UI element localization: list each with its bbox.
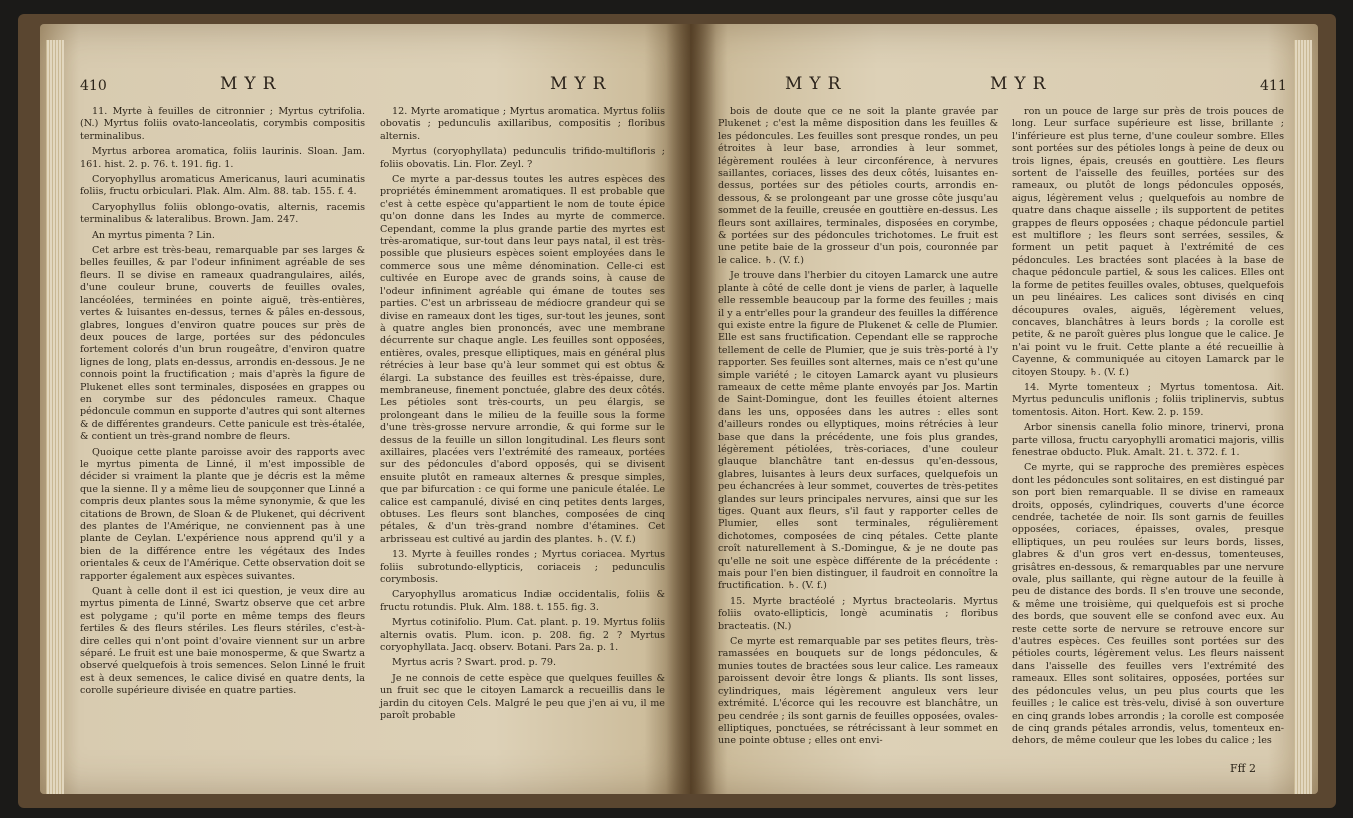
paragraph: 13. Myrte à feuilles rondes ; Myrtus coriacea. Myrtus foliis subrotundo-ellypticis, coriaceis ; pedunculis corymbosis. [380, 549, 665, 586]
paragraph: 15. Myrte bractéolé ; Myrtus bracteolaris. Myrtus foliis ovato-ellipticis, longè acuminatis ; floribus bracteatis. (N.) [718, 595, 998, 632]
paragraph: 14. Myrte tomenteux ; Myrtus tomentosa. Ait. Myrtus pedunculis uniflonis ; foliis triplinervis, subtus tomentosis. Aiton. Hort. Kew. 2. p. 159. [1012, 381, 1284, 418]
paragraph: Caryophyllus foliis oblongo-ovatis, alternis, racemis terminalibus & lateralibus. Brown. Jam. 247. [80, 201, 365, 226]
page-number-left: 410 [80, 78, 107, 94]
paragraph: Myrtus acris ? Swart. prod. p. 79. [392, 657, 557, 669]
page-edge-left [46, 40, 64, 794]
running-head-left-1: MYR [220, 74, 283, 94]
running-head-right-2: MYR [990, 74, 1053, 94]
book-gutter [666, 24, 716, 794]
running-head-right-1: MYR [785, 74, 848, 94]
paragraph: Ce myrte, qui se rapproche des premières espèces dont les pédoncules sont solitaires, en est distingué par son port bien remarquable. Il se divise en rameaux droits, opposés, cylindriques, couverts d'une écorce cendrée, tachetée de noir. Ils sont garnis de feuilles opposées, coriaces, épaisses, ovales, presque elliptiques, un peu roulées sur leurs bords, lisses, glabres & d'un gros vert en-dessus, tomenteuses, grisâtres en-dessous, & remarquables par une nervure ovale, plus saillante, qui règne autour de la feuille à peu de distance des bords. Il s'en trouve une seconde, & même une troisième, qui quelquefois est si proche des bords, que souvent elle se confond avec eux. Au reste cette sorte de nervure se retrouve encore sur d'autres espèces. Ces feuilles sont portées sur des pétioles courts, légèrement velus. Les fleurs naissent dans l'aisselle des feuilles vers l'extrémité des rameaux. Elles sont solitaires, opposées, portées sur des pédoncules velus, un peu plus courts que les feuilles ; le calice est très-velu, divisé à son ouverture en cinq grands lobes arrondis ; la corolle est composée de cinq grands pétales arrondis, velus, tomenteux en-dehors, de même couleur que les lobes du calice ; les [1012, 462, 1284, 747]
page-edge-right [1294, 40, 1312, 794]
paragraph: 12. Myrte aromatique ; Myrtus aromatica. Myrtus foliis obovatis ; pedunculis axillaribus, compositis ; floribus alternis. [380, 106, 665, 142]
paragraph: Ce myrte est remarquable par ses petites fleurs, très-ramassées en bouquets sur de longs pédoncules, & munies toutes de bractées sous leur calice. Les rameaux paroissent devoir être longs & pliants. Ils sont lisses, cylindriques, mais légèrement anguleux vers leur extrémité. L'écorce qui les recouvre est blanchâtre, un peu cendrée ; ils sont garnis de feuilles opposées, ovales-elliptiques, ponctuées, se rétrécissant à leur sommet en une pointe obtuse ; elles ont envi- [718, 636, 998, 747]
paragraph: Arbor sinensis canella folio minore, trinervi, prona parte villosa, fructu caryophylli aromatici majoris, villis fenestrae obducto. Pluk. Amalt. 21. t. 372. f. 1. [1012, 422, 1284, 458]
paragraph: An myrtus pimenta ? Lin. [92, 229, 215, 241]
paragraph: Quant à celle dont il est ici question, je veux dire au myrtus pimenta de Linné, Swartz observe que cet arbre est polygame ; qu'il porte en même temps des fleurs fertiles & des fleurs stériles. Les fleurs stériles, c'est-à-dire celles qui n'ont point d'ovaire viennent sur un arbre séparé. Le fruit est une baie monosperme, & que Swartz a observé quelquefois à trois semences. Selon Linné le fruit est à deux semences, le calice divisé en quatre dents, la corolle supérieure divisée en quatre parties. [80, 586, 365, 697]
paragraph: Myrtus arborea aromatica, foliis laurinis. Sloan. Jam. 161. hist. 2. p. 76. t. 191. fig. 1. [80, 146, 365, 170]
right-column-2 [1012, 106, 1284, 751]
book [18, 14, 1336, 808]
paragraph: Je ne connois de cette espèce que quelques feuilles & un fruit sec que le citoyen Lamarck a recueillis dans le jardin du citoyen Cels. Malgré le peu que j'en ai vu, il me paroît probable [380, 672, 665, 722]
left-page [40, 24, 690, 794]
paragraph: Ce myrte a par-dessus toutes les autres espèces des propriétés éminemment aromatiques. Il est probable que c'est à cette espèce qu'appartient le nom de toute épice qu'on donne dans les Indes au myrte de commerce. Cependant, comme la plus grande partie des myrtes est très-aromatique, sur-tout dans leur pays natal, il est très-possible que plusieurs espèces soient employées dans le commerce sous une même dénomination. Celle-ci est cultivée en Europe avec de grands soins, à cause de l'odeur infiniment agréable qui émane de toutes ses parties. C'est un arbrisseau de médiocre grandeur qui se divise en rameaux dont les tiges, sur-tout les jeunes, sont à quatre angles bien prononcés, avec une membrane décurrente sur chaque angle. Les feuilles sont opposées, entières, ovales, presque elliptiques, mais en général plus rétrécies à leur base qu'à leur sommet qui est obtus & élargi. La substance des feuilles est très-épaisse, dure, membraneuse, finement ponctuée, glabre des deux côtés. Les pétioles sont très-courts, un peu élargis, se prolongeant dans le milieu de la feuille sous la forme d'une très-grosse nervure arrondie, & qui forme sur le dessus de la feuille un sillon longitudinal. Les fleurs sont axillaires, placées vers l'extrémité des rameaux, portées sur des pédoncules d'abord opposés, qui se divisent ensuite plutôt en rameaux alternes & presque simples, que par bifurcation : ce qui forme une panicule étalée. Le calice est campanulé, divisé en cinq petites dents larges, obtuses. Les fleurs sont blanches, composées de cinq pétales, & d'un très-grand nombre d'étamines. Cet arbrisseau est cultivé au jardin des plantes. ♄. (V. f.) [380, 174, 665, 545]
paragraph: Je trouve dans l'herbier du citoyen Lamarck une autre plante à côté de celle dont je viens de parler, à laquelle elle ressemble beaucoup par la forme des feuilles ; mais il y a entr'elles pour la grandeur des feuilles la différence qui existe entre la figure de Plukenet & celle de Plumier. Elle est sans fructification. Cependant elle se rapproche tellement de celle de Plumier, que je suis très-porté à l'y rapporter. Ses feuilles sont alternes, mais ce n'est qu'une simple variété ; le citoyen Lamarck ayant vu plusieurs rameaux de cette même plante envoyés par Jos. Martin de Saint-Domingue, dont les feuilles étoient alternes dans les uns, opposées dans les autres : elles sont d'ailleurs rondes ou ellyptiques, moins rétrécies à leur base que dans la précédente, une fois plus grandes, légèrement pétiolées, très-coriaces, d'une couleur glauque blanchâtre tant en-dessus qu'en-dessous, glabres, luisantes à leurs deux surfaces, quelquefois un peu échancrées à leur sommet, couvertes de très-petites glandes sur leurs principales nervures, ainsi que sur les tiges. Quant aux fleurs, s'il faut y rapporter celles de Plumier, elles sont terminales, régulièrement dichotomes, composées de cinq pétales. Cette plante croît naturellement à S.-Domingue, & je ne doute pas qu'elle ne soit une espèce différente de la précédente : mais pour l'en bien distinguer, il faudroit en connoître la fructification. ♄. (V. f.) [718, 270, 998, 592]
paragraph: Cet arbre est très-beau, remarquable par ses larges & belles feuilles, & par l'odeur infiniment agréable de ses fleurs. Il se divise en rameaux quadrangulaires, ailés, d'une couleur brune, couverts de feuilles ovales, lancéolées, terminées en pointe aiguë, très-entières, vertes & luisantes en-dessus, ternes & pâles en-dessous, glabres, longues d'environ quatre pouces sur près de deux pouces de large, portées sur des pédoncules fortement colorés d'un brun rougeâtre, d'environ quatre lignes de long, plats en-dessus, arrondis en-dessous. Je ne connois point la fructification ; mais d'après la figure de Plukenet elles sont terminales, disposées en grappes ou en corymbe sur des pédoncules rameux. Chaque pédoncule commun en supporte d'autres qui sont alternes & de différentes grandeurs. Cette panicule est très-étalée, & contient un très-grand nombre de fleurs. [80, 245, 365, 443]
signature-mark: Fff 2 [1230, 762, 1256, 775]
paragraph: ron un pouce de large sur près de trois pouces de long. Leur surface supérieure est lisse, brillante ; l'inférieure est plus terne, d'une couleur sombre. Elles sont portées sur des pétioles longs à peine de deux ou trois lignes, épais, creusés en gouttière. Les fleurs sortent de l'aisselle des feuilles, portées sur des rameaux, ou plutôt de longs pédoncules opposés, aigus, légèrement velus ; quelquefois au nombre de quatre dans chaque aisselle ; ils supportent de petites grappes de fleurs opposées ; chaque pédoncule partiel est multiflore ; les fleurs sont serrées, sessiles, & forment un petit paquet à l'extrémité de ces pédoncules. Les bractées sont placées à la base de chaque pédoncule partiel, & sous les calices. Elles ont la forme de petites feuilles ovales, obtuses, quelquefois un peu linéaires. Les calices sont divisés en cinq découpures ovales, aiguës, légèrement velues, concaves, blanchâtres à leurs bords ; la corolle est petite, & ne paroît guères plus longue que le calice. Je n'ai point vu le fruit. Cette plante a été recueillie à Cayenne, & communiquée au citoyen Lamarck par le citoyen Stoupy. ♄. (V. f.) [1012, 106, 1284, 378]
paragraph: Quoique cette plante paroisse avoir des rapports avec le myrtus pimenta de Linné, il m'est impossible de décider si vraiment la plante que je décris est la même que la sienne. Il y a même lieu de soupçonner que Linné a compris deux plantes sous la même synonymie, & que les citations de Brown, de Sloan & de Plukenet, qui décrivent des plantes de l'Amérique, ne conviennent pas à une plante de Ceylan. L'expérience nous apprend qu'il y a bien de la différence entre les végétaux des Indes orientales & ceux de l'Amérique. Cette observation doit se rapporter également aux espèces suivantes. [80, 446, 366, 582]
paragraph: Coryophyllus aromaticus Americanus, lauri acuminatis foliis, fructu orbiculari. Plak. Alm. Alm. 88. tab. 155. f. 4. [80, 174, 365, 198]
left-column-2 [380, 106, 665, 726]
paragraph: Caryophyllus aromaticus Indiæ occidentalis, foliis & fructu rotundis. Pluk. Alm. 188. t. 155. fig. 3. [380, 589, 665, 613]
left-column-1 [80, 106, 365, 701]
right-page [690, 24, 1318, 794]
paragraph: bois de doute que ce ne soit la plante gravée par Plukenet ; c'est la même disposition dans les feuilles & les pédoncules. Les feuilles sont presque rondes, un peu étroites à leur base, arrondies à leur sommet, légèrement roulées à leur circonférence, à nervures saillantes, coriaces, lisses des deux côtés, luisantes en-dessus, portées sur des pétioles courts, arrondis en-dessous, & se prolongeant par une grosse côte jusqu'au sommet de la feuille, creusée en gouttière en-dessus. Les fleurs sont axillaires, terminales, disposées en corymbe, & portées sur des pédoncules trichotomes. Le fruit est une petite baie de la grosseur d'un pois, couronnée par le calice. ♄. (V. f.) [718, 106, 998, 266]
paragraph: Myrtus (coryophyllata) pedunculis trifido-multifloris ; foliis obovatis. Lin. Flor. Zeyl. ? [380, 146, 665, 170]
page-number-right: 411 [1260, 78, 1287, 94]
paragraph: Myrtus cotinifolio. Plum. Cat. plant. p. 19. Myrtus foliis alternis ovatis. Plum. icon. p. 208. fig. 2 ? Myrtus coryophyllata. Jacq. observ. Botani. Pars 2a. p. 1. [380, 617, 665, 654]
paragraph: 11. Myrte à feuilles de citronnier ; Myrtus cytrifolia. (N.) Myrtus foliis ovato-lanceolatis, corymbis compositis terminalibus. [80, 106, 365, 142]
running-head-left-2: MYR [550, 74, 613, 94]
right-column-1 [718, 106, 998, 751]
